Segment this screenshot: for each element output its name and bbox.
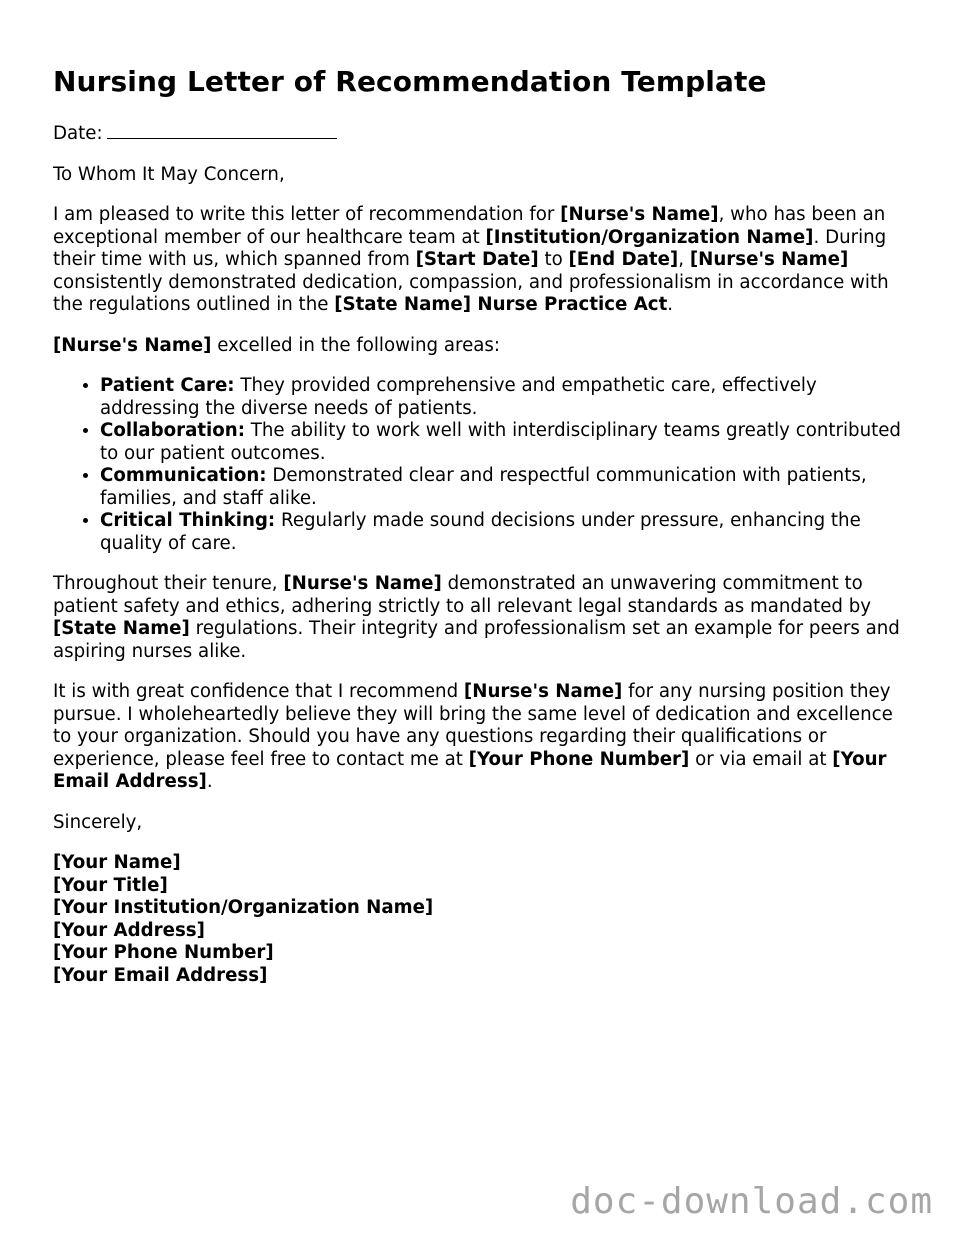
list-item: • Critical Thinking: Regularly made sound decisions under pressure, enhancing the quality of care.	[100, 510, 903, 555]
date-line	[53, 121, 903, 146]
signature-name: [Your Name]	[53, 852, 181, 873]
date-blank-field	[107, 121, 337, 139]
list-item: • Collaboration: The ability to work well with interdisciplinary teams greatly contributed to our patient outcomes.	[100, 420, 903, 465]
signature-email: [Your Email Address]	[53, 964, 268, 986]
list-item: • Communication: Demonstrated clear and respectful communication with patients, families, and staff alike.	[100, 465, 903, 510]
document-title: Nursing Letter of Recommendation Template	[53, 65, 767, 98]
date-label: Date:	[53, 123, 103, 144]
areas-intro: [Nurse's Name] excelled in the following areas:	[53, 334, 501, 356]
signature-phone: [Your Phone Number]	[53, 942, 274, 963]
signature-block	[53, 852, 903, 987]
signature-address: [Your Address]	[53, 919, 205, 941]
signature-organization: [Your Institution/Organization Name]	[53, 897, 434, 918]
document-page	[53, 62, 903, 987]
watermark: doc-download.com	[570, 1181, 933, 1222]
confidence-paragraph: It is with great confidence that I recommend [Nurse's Name] for any nursing position they pursue. I wholeheartedly believe they will bring the same level of dedication and excellence to your organization. Should you have any questions regarding their qualifications or experience, please feel free to contact me at [Your Phone Number] or via email at [Your Email Address].	[53, 681, 893, 792]
areas-list	[53, 375, 903, 555]
signature-title: [Your Title]	[53, 874, 168, 896]
closing: Sincerely,	[53, 811, 143, 833]
list-item: • Patient Care: They provided comprehensive and empathetic care, effectively addressing the diverse needs of patients.	[100, 375, 903, 420]
salutation: To Whom It May Concern,	[53, 163, 285, 185]
tenure-paragraph: Throughout their tenure, [Nurse's Name] demonstrated an unwavering commitment to patient safety and ethics, adhering strictly to all relevant legal standards as mandated by [State Name] regulations. Their integrity and professionalism set an example for peers and aspiring nurses alike.	[53, 573, 900, 662]
intro-paragraph: I am pleased to write this letter of recommendation for [Nurse's Name], who has been an exceptional member of our healthcare team at [Institution/Organization Name]. During their time with us, which spanned from [Start Date] to [End Date], [Nurse's Name] consistently demonstrated dedication, compassion, and professionalism in accordance with the regulations outlined in the [State Name] Nurse Practice Act.	[53, 204, 889, 315]
